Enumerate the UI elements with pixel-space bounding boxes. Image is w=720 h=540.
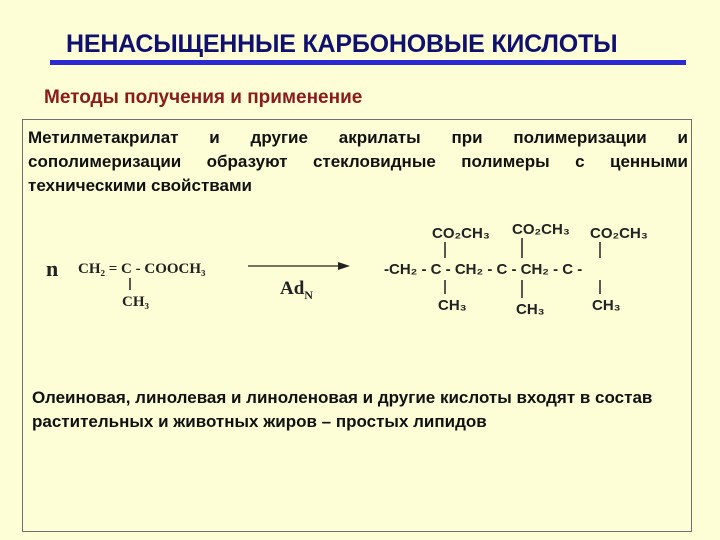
slide-title: НЕНАСЫЩЕННЫЕ КАРБОНОВЫЕ КИСЛОТЫ bbox=[66, 30, 618, 58]
monomer-coefficient: n bbox=[46, 256, 59, 281]
monomer-substituent: CH₃ bbox=[122, 294, 149, 310]
monomer-formula: CH₂ = C - COOCH₃ bbox=[78, 261, 206, 277]
paragraph-fatty-acids: Олеиновая, линолевая и линоленовая и другие кислоты входят в состав растительных и животных жиров – простых липидов bbox=[32, 388, 653, 431]
reaction-arrowhead bbox=[338, 262, 350, 270]
slide-subtitle: Методы получения и применение bbox=[44, 87, 363, 108]
paragraph-acrylates: Метилметакрилат и другие акрилаты при полимеризации и сополимеризации образуют стекловидные полимеры с ценными техническими свойствами bbox=[28, 128, 688, 195]
polymer-bottom-group-2: CH₃ bbox=[516, 301, 545, 318]
polymer-top-group-3: CO₂CH₃ bbox=[590, 225, 648, 242]
polymer-top-group-1: CO₂CH₃ bbox=[432, 225, 490, 242]
polymer-bottom-group-1: CH₃ bbox=[438, 297, 467, 314]
polymer-top-group-2: CO₂CH₃ bbox=[512, 221, 570, 238]
polymer-chain: -CH₂ - C - CH₂ - C - CH₂ - C - bbox=[384, 261, 583, 278]
reaction-type: $Ad_N$ bbox=[280, 278, 313, 302]
polymer-bottom-group-3: CH₃ bbox=[592, 297, 621, 314]
